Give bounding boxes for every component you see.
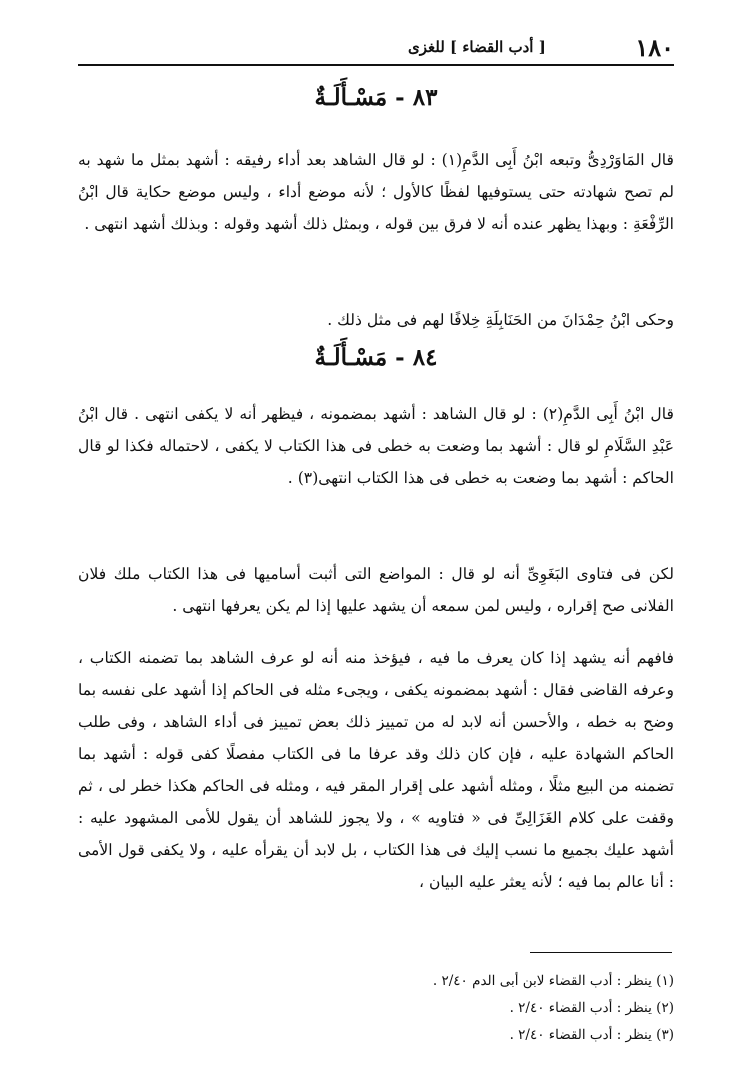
running-head: [ أدب القضاء ] للغزى bbox=[408, 38, 546, 56]
paragraph-text: لكن فى فتاوى البَغَوِىِّ أنه لو قال : المواضع التى أثبت أساميها فى هذا الكتاب ملك فلان الفلانى صح إقراره ، وليس لمن سمعه أن يشهد عليها إذا لم يكن يعرفها انتهى . bbox=[78, 565, 674, 615]
paragraph bbox=[78, 144, 674, 240]
paragraph bbox=[78, 642, 674, 898]
footnote: (٣) ينظر : أدب القضاء ٢/٤٠ . bbox=[509, 1027, 674, 1043]
header-rule bbox=[78, 64, 674, 66]
paragraph-text: قال المَاوَرْدِىُّ وتبعه ابْنُ أَبِى الدَّمِ(١) : لو قال الشاهد بعد أداء رفيقه : أشهد بمثل ما شهد به لم تصح شهادته حتى يستوفيها لفظًا كالأول ؛ لأنه موضع أداء ، وليس موضع حكاية قال ابْنُ الرِّفْعَةِ : وبهذا يظهر عنده أنه لا فرق بين قوله ، وبمثل ذلك أشهد وقوله : وبذلك أشهد انتهى . bbox=[78, 151, 674, 233]
footnotes bbox=[300, 968, 674, 1049]
paragraph bbox=[78, 558, 674, 622]
paragraph-text: وحكى ابْنُ حِمْدَانَ من الحَنَابِلَةِ خِلافًا لهم فى مثل ذلك . bbox=[327, 311, 674, 329]
section-heading: ٨٤ - مَسْـأَلَـةٌ bbox=[314, 344, 438, 371]
paragraph bbox=[78, 398, 674, 494]
footnote-rule bbox=[530, 952, 672, 953]
paragraph-text: قال ابْنُ أَبِى الدَّمِ(٢) : لو قال الشاهد : أشهد بمضمونه ، فيظهر أنه لا يكفى انتهى . قال ابْنُ عَبْدِ السَّلَامِ لو قال : أشهد بما وضعت به خطى فى هذا الكتاب لا يكفى ، لاحتماله فكذا لو قال الحاكم : أشهد بما وضعت به خطى فى هذا الكتاب انتهى(٣) . bbox=[78, 405, 674, 487]
page-header bbox=[78, 30, 674, 64]
footnote: (٢) ينظر : أدب القضاء ٢/٤٠ . bbox=[509, 1000, 674, 1016]
paragraph bbox=[78, 304, 674, 336]
page-number: ١٨٠ bbox=[635, 32, 674, 62]
section-heading: ٨٣ - مَسْـأَلَـةٌ bbox=[314, 84, 438, 111]
footnote: (١) ينظر : أدب القضاء لابن أبى الدم ٢/٤٠ . bbox=[432, 973, 674, 989]
paragraph-text: فافهم أنه يشهد إذا كان يعرف ما فيه ، فيؤخذ منه أنه لو عرف الشاهد بما تضمنه الكتاب ، وعرفه القاضى فقال : أشهد بمضمونه يكفى ، ويجىء مثله فى الحاكم إذا أشهد على نفسه بما وضح به خطه ، والأحسن أنه لابد له من تمييز ذلك بعض تمييز فى أداء الشاهد ، وفى طلب الحاكم الشهادة عليه ، فإن كان ذلك وقد عرفا ما فى الكتاب مفصلًا كفى قوله : أشهد بما تضمنه من البيع مثلًا ، ومثله أشهد على إقرار المقر فيه ، ومثله فى الحاكم هكذا خطر لى ، ثم وقفت على كلام الغَزَالِىِّ فى « فتاويه » ، ولا يجوز للشاهد أن يقول للأمى المشهود عليه : أشهد عليك بجميع ما نسب إليك فى هذا الكتاب ، بل لابد أن يقرأه عليه ، ولا يكفى قول الأمى : أنا عالم بما فيه ؛ لأنه يعثر عليه البيان ، bbox=[78, 649, 674, 891]
